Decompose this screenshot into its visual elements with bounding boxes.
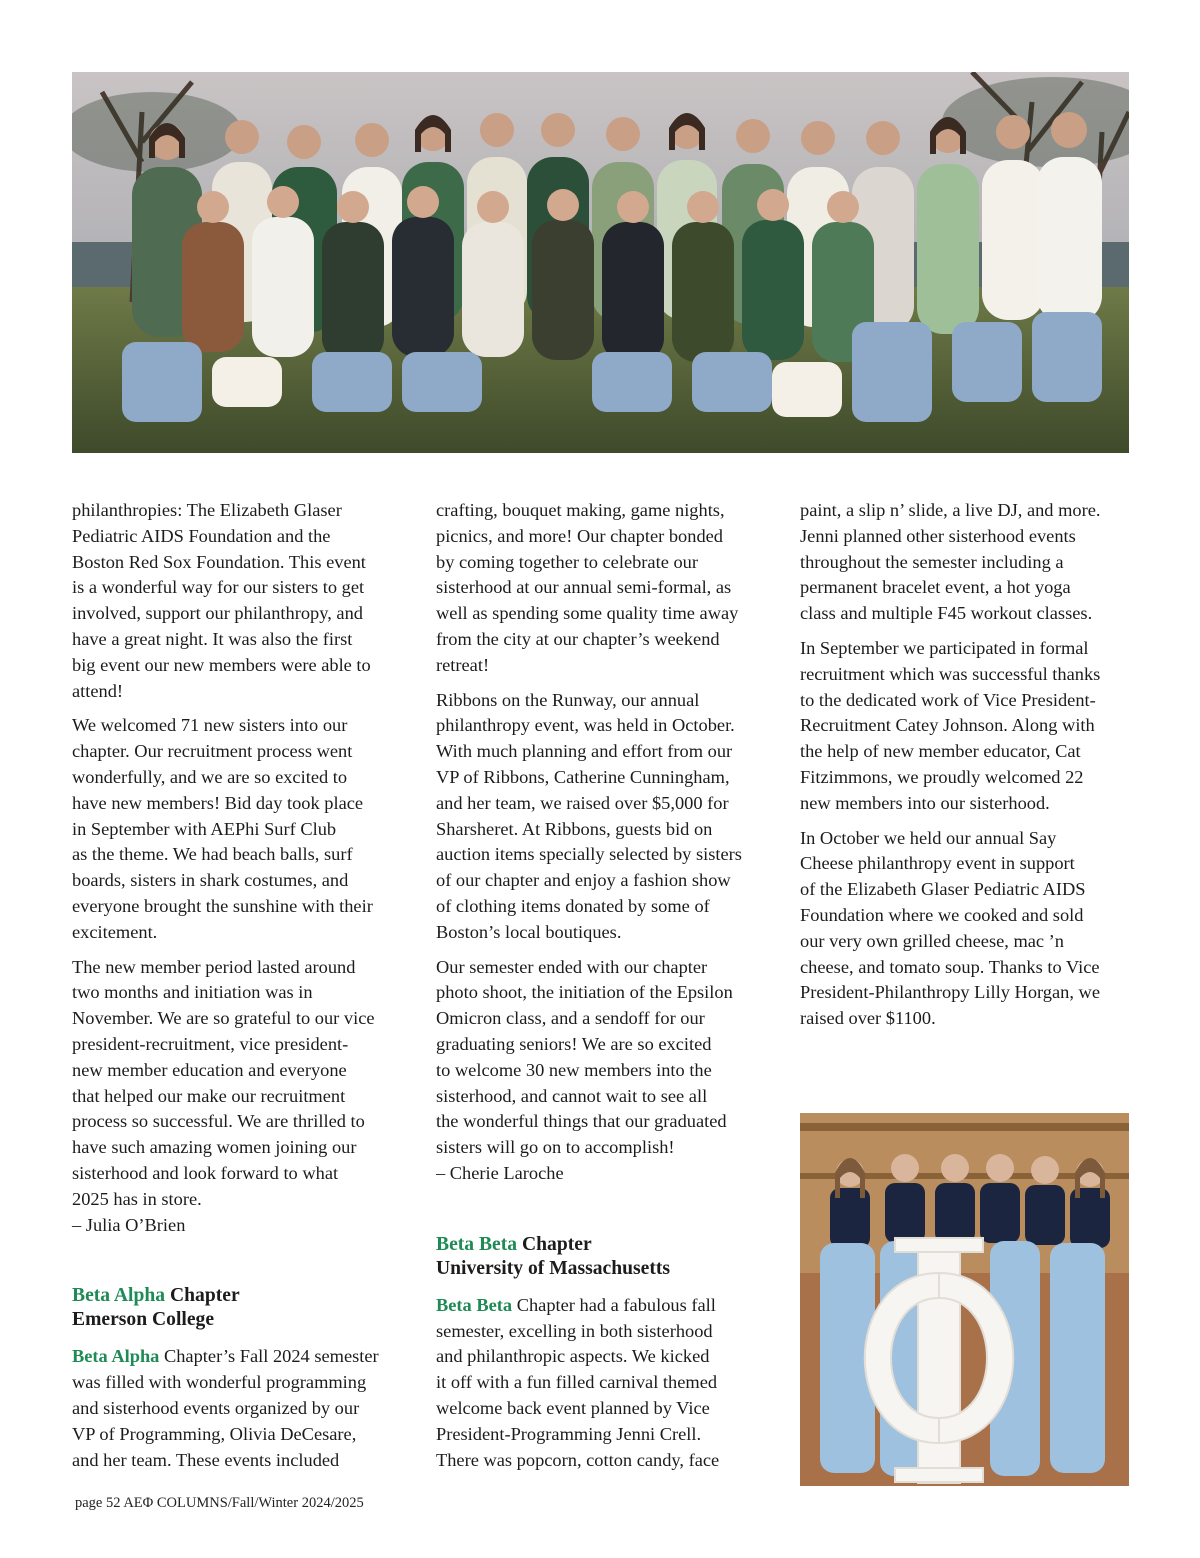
paragraph: philanthropies: The Elizabeth Glaser Pediatric AIDS Foundation and the Boston Red Sox Foundation. This event is a wonderful way for our sisters to get involved, support our philanthropy, and have a great night. It was also the first big event our new members were able to attend! bbox=[72, 500, 371, 701]
author-signature: – Cherie Laroche bbox=[436, 1162, 564, 1183]
paragraph bbox=[72, 1344, 404, 1473]
paragraph: paint, a slip n’ slide, a live DJ, and more. Jenni planned other sisterhood events throughout the semester including a permanent bracelet event, a hot yoga class and multiple F45 workout classes. bbox=[800, 500, 1101, 624]
paragraph: In September we participated in formal recruitment which was successful thanks to the dedicated work of Vice President- Recruitment Catey Johnson. Along with the help of new member educator, Cat Fitzimmons, we proudly welcomed 22 new members into our sisterhood. bbox=[800, 637, 1101, 813]
paragraph-text: Chapter’s Fall 2024 semester was filled with wonderful programming and sisterhood events organized by our VP of Programming, Olivia DeCesare, and her team. These events included bbox=[72, 1346, 379, 1470]
paragraph: Ribbons on the Runway, our annual philanthropy event, was held in October. With much planning and effort from our VP of Ribbons, Catherine Cunningham, and her team, we raised over $5,000 for Sharsheret. At Ribbons, guests bid on auction items specially selected by sisters of our chapter and enjoy a fashion show of clothing items donated by some of Boston’s local boutiques. bbox=[436, 689, 742, 942]
group-photo bbox=[72, 72, 1129, 453]
paragraph-text: Chapter had a fabulous fall semester, excelling in both sisterhood and philanthropic aspects. We kicked it off with a fun filled carnival themed welcome back event planned by Vice President-Programming Jenni Crell. There was popcorn, cotton candy, face bbox=[436, 1294, 720, 1470]
paragraph: In October we held our annual Say Cheese philanthropy event in support of the Elizabeth Glaser Pediatric AIDS Foundation where we cooked and sold our very own grilled cheese, mac ’n cheese, and tomato soup. Thanks to Vice President-Philanthropy Lilly Horgan, we raised over $1100. bbox=[800, 827, 1100, 1029]
author-signature: – Julia O’Brien bbox=[72, 1214, 186, 1235]
paragraph: crafting, bouquet making, game nights, picnics, and more! Our chapter bonded by coming together to celebrate our sisterhood at our annual semi-formal, as well as spending some quality time away from the city at our chapter’s weekend retreat! bbox=[436, 500, 739, 675]
chapter-heading bbox=[436, 1233, 768, 1281]
text-column-2 bbox=[436, 498, 768, 1482]
paragraph: Our semester ended with our chapter photo shoot, the initiation of the Epsilon Omicron class, and a sendoff for our graduating seniors! We are so excited to welcome 30 new members into the sisterhood, and cannot wait to see all the wonderful things that our graduated sisters will go on to accomplish! bbox=[436, 956, 733, 1158]
group-photo-illustration bbox=[72, 72, 1129, 453]
chapter-heading-rest: Chapter Emerson College bbox=[72, 1285, 240, 1331]
chapter-name: Beta Beta bbox=[436, 1233, 518, 1255]
chapter-name-inline: Beta Alpha bbox=[72, 1346, 160, 1367]
paragraph: The new member period lasted around two months and initiation was in November. We are so grateful to our vice president-recruitment, vice president- new member education and everyone that helped our make our recruitment process so successful. We are thrilled to have such amazing women joining our sisterhood and look forward to what 2025 has in store. bbox=[72, 956, 375, 1209]
chapter-name-inline: Beta Beta bbox=[436, 1294, 513, 1315]
paragraph: We welcomed 71 new sisters into our chapter. Our recruitment process went wonderfully, and we are so excited to have new members! Bid day took place in September with AEPhi Surf Club as the theme. We had beach balls, surf boards, sisters in shark costumes, and everyone brought the sunshine with their excitement. bbox=[72, 715, 373, 942]
phi-letter-photo bbox=[800, 1113, 1129, 1486]
paragraph bbox=[436, 1293, 768, 1474]
page-footer: page 52 AEΦ COLUMNS/Fall/Winter 2024/2025 bbox=[75, 1495, 364, 1511]
chapter-name: Beta Alpha bbox=[72, 1285, 166, 1307]
phi-letter-photo-illustration bbox=[800, 1113, 1129, 1486]
chapter-heading bbox=[72, 1284, 404, 1332]
text-column-3 bbox=[800, 498, 1132, 1041]
text-column-1 bbox=[72, 498, 404, 1482]
chapter-heading-rest: Chapter University of Massachusetts bbox=[436, 1233, 671, 1279]
